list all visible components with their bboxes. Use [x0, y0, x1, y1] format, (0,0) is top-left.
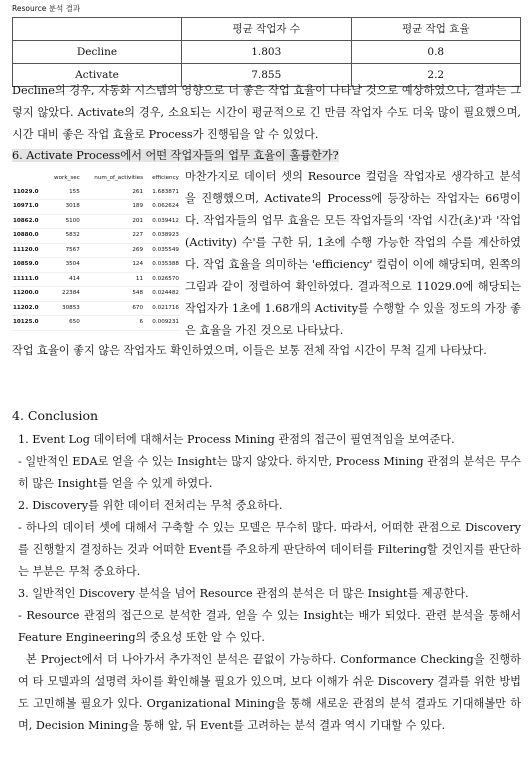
table-cell: 7567	[46, 243, 81, 258]
conclusion-item: - Resource 관점의 접근으로 분석한 결과, 얻을 수 있는 Insight는 배가 되었다. 관련 분석을 통해서 Feature Engineering의 중요성 또한 알 수 있다.	[18, 609, 521, 644]
conclusion-item: - 일반적인 EDA로 얻을 수 있는 Insight는 많지 않았다. 하지만, Process Mining 관점의 분석은 무수히 많은 Insight를 얻을 수 있게 하였다.	[18, 455, 521, 490]
table-cell: 30853	[46, 301, 81, 316]
table-cell: 124	[81, 258, 144, 273]
conclusion-item: 2. Discovery를 위한 데이터 전처리는 무척 중요하다.	[18, 499, 283, 512]
table-cell: 0.035388	[144, 258, 180, 273]
table-cell: 0.038923	[144, 229, 180, 244]
efficiency-table	[12, 172, 180, 331]
table-cell: 269	[81, 243, 144, 258]
table-cell: 11029.0	[12, 186, 46, 200]
table-cell: 0.024482	[144, 287, 180, 302]
table-cell: 201	[81, 214, 144, 229]
table-row	[12, 243, 180, 258]
table-row	[12, 316, 180, 331]
section-title-text: 6. Activate Process에서 어떤 작업자들의 업무 효율이 훌륭한가?	[12, 149, 339, 162]
table-row	[12, 301, 180, 316]
table-cell: 10859.0	[12, 258, 46, 273]
table-row	[12, 258, 180, 273]
conclusion-item: - 하나의 데이터 셋에 대해서 구축할 수 있는 모델은 무수히 많다. 따라서, 어떠한 관점으로 Discovery를 진행할지 결정하는 것과 어떠한 Event를 주요하게 판단하여 데이터를 Filtering할 것인지를 판단하는 부분은 무척 중요하다.	[18, 521, 521, 578]
conclusion-item: 3. 일반적인 Discovery 분석을 넘어 Resource 관점의 분석은 더 많은 Insight를 제공한다.	[18, 587, 469, 600]
table-cell: 3504	[46, 258, 81, 273]
table-cell: 11111.0	[12, 272, 46, 287]
table-cell: 10880.0	[12, 229, 46, 244]
conclusion-item: 1. Event Log 데이터에 대해서는 Process Mining 관점의 접근이 필연적임을 보여준다.	[18, 433, 455, 446]
paragraph: Decline의 경우, 자동화 시스템의 영향으로 더 좋은 작업 효율이 나타날 것으로 예상하였으나, 결과는 그렇지 않았다. Activate의 경우, 소요되는 시간이 평균적으로 긴 만큼 작업자 수도 더욱 많이 필요했으며, 시간 대비 좋은 작업 효율로 Process가 진행됨을 알 수 있었다.	[12, 84, 521, 141]
table-cell: 261	[81, 186, 144, 200]
table-cell: 414	[46, 272, 81, 287]
table-cell: 1.803	[182, 41, 352, 64]
table-cell: Activate	[13, 64, 182, 87]
table-cell: 6	[81, 316, 144, 331]
table-cell: 11120.0	[12, 243, 46, 258]
table-cell: 670	[81, 301, 144, 316]
table-header: work_sec	[54, 175, 80, 181]
section-title	[12, 145, 521, 167]
table-cell: 7.855	[182, 64, 352, 87]
table-cell: 5100	[46, 214, 81, 229]
table-cell: 2.2	[351, 64, 521, 87]
table-row	[12, 186, 180, 200]
table-header: 평균 작업 효율	[351, 18, 521, 41]
table-cell: 0.021716	[144, 301, 180, 316]
table-header	[12, 172, 46, 186]
paragraph: 작업 효율이 좋지 않은 작업자도 확인하였으며, 이들은 보통 전체 작업 시간이 무척 길게 나타났다.	[12, 344, 487, 357]
table-cell: 1.683871	[144, 186, 180, 200]
table-cell: 548	[81, 287, 144, 302]
resource-result-table	[12, 17, 521, 87]
conclusion-paragraph: 본 Project에서 더 나아가서 추가적인 분석은 끝없이 가능하다. Conformance Checking을 진행하여 타 모델과의 설명력 차이를 확인해볼 필요가 있으며, 보다 이해가 쉬운 Discovery 결과를 위한 방법도 고민해볼 필요가 있다. Organizational Mining을 통해 새로운 관점의 분석 결과도 기대해볼만 하며, Decision Mining을 통해 앞, 뒤 Event를 고려하는 분석 결과 역시 기대할 수 있다.	[18, 653, 521, 732]
table-cell: 3018	[46, 200, 81, 215]
table-cell: 5832	[46, 229, 81, 244]
table-cell: 22384	[46, 287, 81, 302]
table-cell: 0.009231	[144, 316, 180, 331]
table-header: num_of_activities	[94, 175, 144, 181]
table-cell: 0.8	[351, 41, 521, 64]
table-caption: Resource 분석 결과	[12, 4, 81, 13]
table-row	[12, 200, 180, 215]
conclusion-title: 4. Conclusion	[12, 408, 99, 423]
table-cell: 0.035549	[144, 243, 180, 258]
table-cell: 11	[81, 272, 144, 287]
table-row	[12, 214, 180, 229]
table-cell: 155	[46, 186, 81, 200]
table-cell: 11200.0	[12, 287, 46, 302]
table-cell: Decline	[13, 41, 182, 64]
table-cell: 650	[46, 316, 81, 331]
table-cell: 10862.0	[12, 214, 46, 229]
table-cell: 0.026570	[144, 272, 180, 287]
table-cell: 227	[81, 229, 144, 244]
table-row	[12, 287, 180, 302]
table-header: 평균 작업자 수	[182, 18, 352, 41]
table-cell: 0.062624	[144, 200, 180, 215]
table-cell: 11202.0	[12, 301, 46, 316]
table-row	[12, 229, 180, 244]
side-paragraph: 마찬가지로 데이터 셋의 Resource 컬럼을 작업자로 생각하고 분석을 진행했으며, Activate의 Process에 등장하는 작업자는 66명이다. 작업자들의 업무 효율은 모든 작업자들의 '작업 시간(초)'과 '작업(Activity) 수'를 구한 뒤, 1초에 수행 가능한 작업의 수를 계산하였다. 작업 효율을 의미하는 'efficiency' 컬럼이 이에 해당되며, 왼쪽의 그림과 같이 정렬하여 확인하였다. 결과적으로 11029.0에 해당되는 작업자가 1초에 1.68개의 Activity를 수행할 수 있을 정도의 가장 좋은 효율을 가진 것으로 나타났다.	[185, 170, 521, 337]
table-cell: 10971.0	[12, 200, 46, 215]
table-cell: 189	[81, 200, 144, 215]
table-header	[13, 18, 182, 41]
table-cell: 0.039412	[144, 214, 180, 229]
table-header: efficiency	[152, 175, 179, 181]
table-cell: 10125.0	[12, 316, 46, 331]
table-row	[12, 272, 180, 287]
table-row	[13, 41, 521, 64]
